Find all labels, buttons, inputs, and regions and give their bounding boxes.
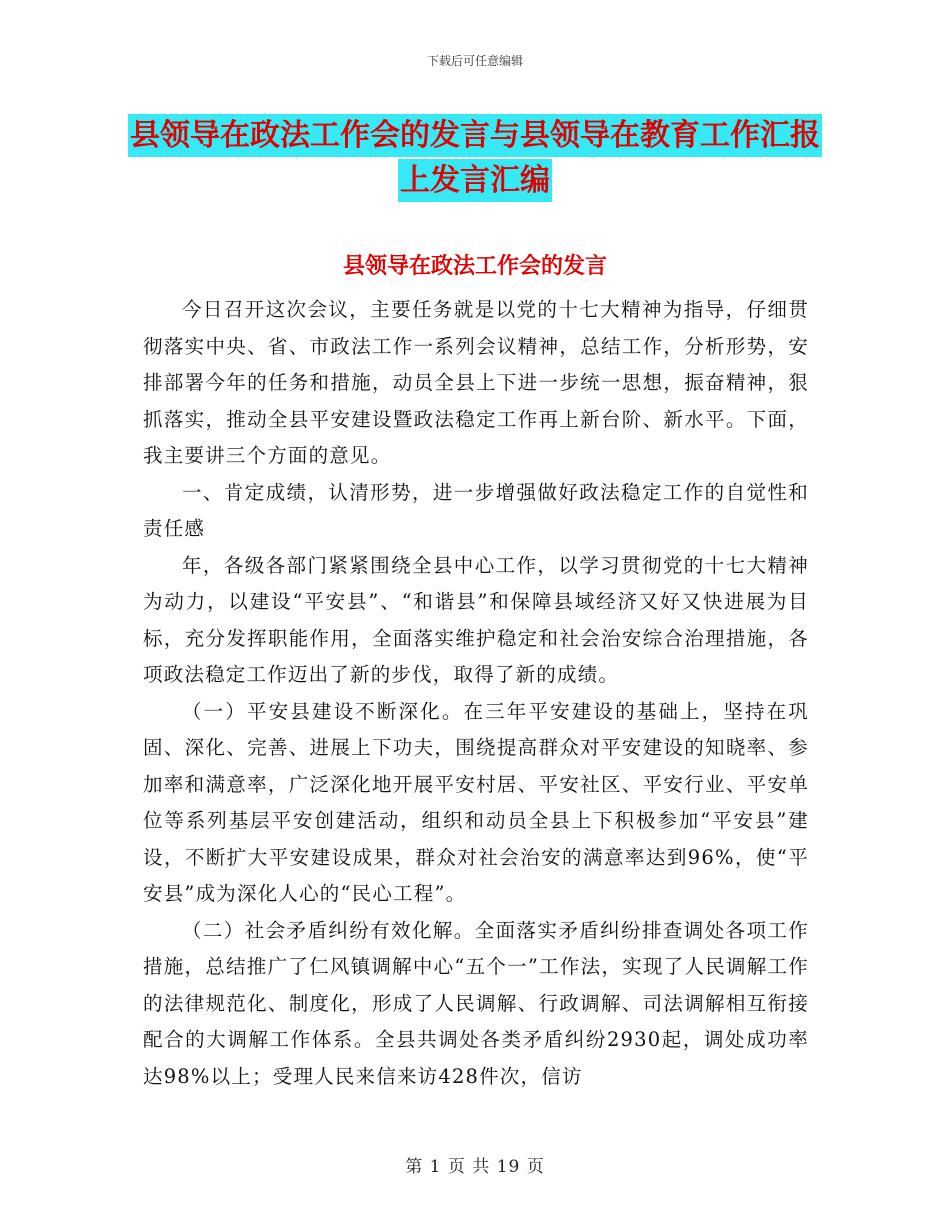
title-highlight-1: 县领导在政法工作会的发言与县领导在教育工作汇报 [128,114,822,157]
paragraph: 今日召开这次会议，主要任务就是以党的十七大精神为指导，仔细贯彻落实中央、省、市政法工作一系列会议精神，总结工作，分析形势，安排部署今年的任务和措施，动员全县上下进一步统一思想，振奋精神，狠抓落实，推动全县平安建设暨政法稳定工作再上新台阶、新水平。下面，我主要讲三个方面的意见。 [143,298,809,467]
paragraph: （二）社会矛盾纠纷有效化解。全面落实矛盾纠纷排查调处各项工作措施，总结推广了仁风镇调解中心“五个一”工作法，实现了人民调解工作的法律规范化、制度化，形成了人民调解、行政调解、司法调解相互衔接配合的大调解工作体系。全县共调处各类矛盾纠纷2930起，调处成功率达98%以上；受理人民来信来访428件次，信访 [143,918,809,1088]
paragraph: （一）平安县建设不断深化。在三年平安建设的基础上，坚持在巩固、深化、完善、进展上下功夫，围绕提高群众对平安建设的知晓率、参加率和满意率，广泛深化地开展平安村居、平安社区、平安行业、平安单位等系列基层平安创建活动，组织和动员全县上下积极参加“平安县”建设，不断扩大平安建设成果，群众对社会治安的满意率达到96%，使“平安县”成为深化人心的“民心工程”。 [143,699,809,905]
section-heading: 县领导在政法工作会的发言 [342,253,607,279]
title-highlight-2: 上发言汇编 [398,159,552,202]
document-title-line-2 [0,155,950,199]
paragraph: 年，各级各部门紧紧围绕全县中心工作，以学习贯彻党的十七大精神为动力，以建设“平安县”、“和谐县”和保障县域经济又好又快进展为目标，充分发挥职能作用，全面落实维护稳定和社会治安综合治理措施，各项政法稳定工作迈出了新的步伐，取得了新的成绩。 [143,553,809,686]
page-number: 第 1 页 共 19 页 [405,1157,545,1177]
document-title-line-1 [0,110,950,154]
document-body [143,292,809,1095]
paragraph: 一、肯定成绩，认清形势，进一步增强做好政法稳定工作的自觉性和责任感 [143,480,809,540]
page-header-note: 下载后可任意编辑 [426,54,523,68]
